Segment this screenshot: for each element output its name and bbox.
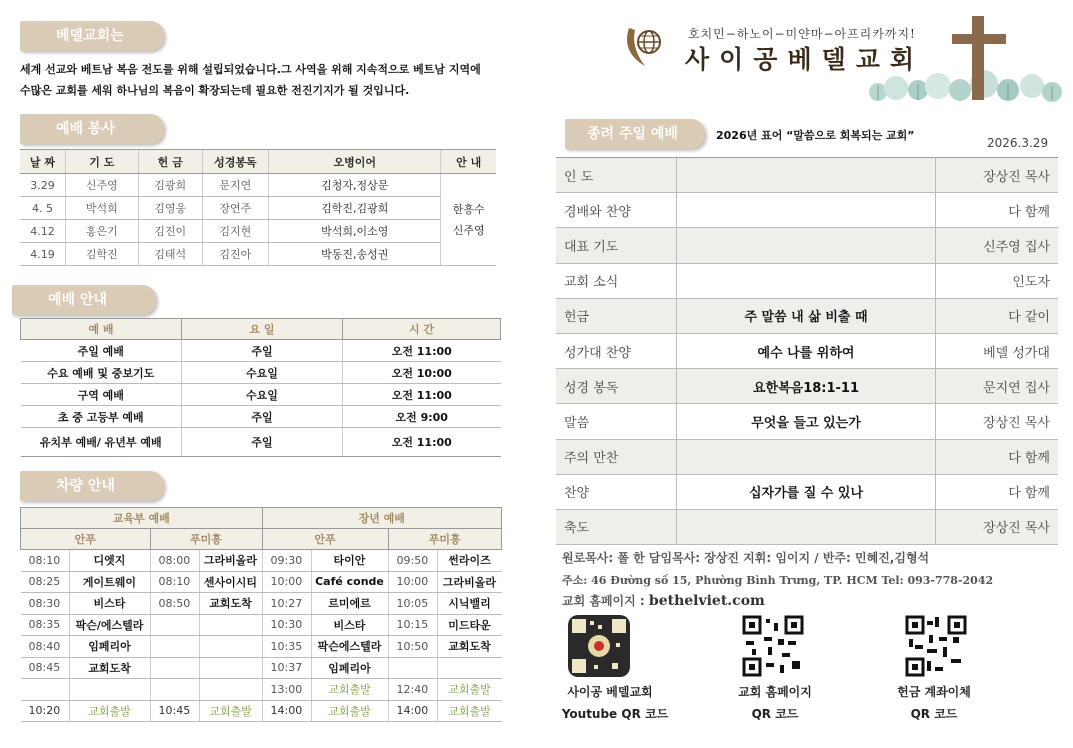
vehicle-cell [150,614,199,636]
qr-label-youtube-2: Youtube QR 코드 [561,707,669,721]
service-date: 2026.3.29 [987,136,1049,150]
vehicle-cell: 10:30 [262,614,311,636]
vehicle-cell [21,679,70,701]
vehicle-cell [150,636,199,658]
intro-line-2: 수많은 교회를 세워 하나님의 복음이 확장되는데 필요한 전진기지가 될 것입니다. [20,84,410,97]
info-header-time: 시 간 [343,319,501,340]
info-header-day: 요 일 [182,319,343,340]
offering-qr-code[interactable] [905,615,967,677]
vehicle-cell: 비스타 [69,593,150,615]
table-row [556,158,1058,193]
globe-logo-icon [625,20,670,70]
vehicle-cell: 임페리아 [311,657,388,679]
vehicle-cell: 교회도착 [69,657,150,679]
duty-date: 4. 5 [20,197,65,220]
order-content [677,263,936,298]
order-content [677,158,936,193]
vehicle-cell: 10:50 [388,636,437,658]
table-row [20,197,496,220]
duty-date: 4.19 [20,243,65,266]
order-item: 주의 만찬 [556,439,677,474]
table-row [556,298,1058,333]
youtube-qr-icon [568,615,630,677]
vehicle-cell: 썬라이즈 [437,550,502,572]
vehicle-cell: 교회출발 [437,679,502,701]
vehicle-cell [69,679,150,701]
table-row [20,174,496,197]
vehicle-cell: 교회도착 [437,636,502,658]
duty-fish: 박석희,이소영 [269,220,441,243]
table-row [21,593,502,615]
table-row [21,700,502,722]
table-row [556,509,1058,544]
vehicle-cell: 그라비올라 [437,571,502,593]
vehicle-cell: 10:20 [21,700,70,722]
info-service: 초 중 고등부 예배 [21,406,182,428]
table-row [21,636,502,658]
qr-label-homepage-2: QR 코드 [751,707,799,721]
vehicle-cell: 08:10 [21,550,70,572]
order-content [677,439,936,474]
vehicle-cell: 10:35 [262,636,311,658]
vehicle-cell: 09:30 [262,550,311,572]
vehicle-cell: 09:50 [388,550,437,572]
qr-label-youtube-1: 사이공 베델교회 [567,685,653,699]
order-leader: 문지연 집사 [936,369,1059,404]
info-service: 주일 예배 [21,340,182,362]
duty-header-offering: 헌 금 [138,150,202,174]
order-item: 교회 소식 [556,263,677,298]
table-row [20,220,496,243]
table-row [21,428,501,457]
info-time: 오전 11:00 [343,340,501,362]
duty-reading: 김지현 [202,220,269,243]
vehicle-group-edu: 교육부 예배 [21,508,263,529]
vehicle-cell [150,657,199,679]
duty-offering: 김영웅 [138,197,202,220]
duty-guide-1: 한흥수 [452,202,485,216]
order-item: 경배와 찬양 [556,193,677,228]
vehicle-cell: 비스타 [311,614,388,636]
table-row [21,657,502,679]
order-leader: 인도자 [936,263,1059,298]
order-leader: 장상진 목사 [936,509,1059,544]
order-item: 대표 기도 [556,228,677,263]
vehicle-cell: 그라비올라 [199,550,262,572]
vehicle-cell: 13:00 [262,679,311,701]
order-item: 찬양 [556,474,677,509]
order-content: 요한복음18:1-11 [677,369,936,404]
order-item: 축도 [556,509,677,544]
vehicle-cell: 교회출발 [199,700,262,722]
vehicle-cell: 08:30 [21,593,70,615]
vehicle-cell: 임페리아 [69,636,150,658]
vehicle-cell: 08:50 [150,593,199,615]
service-duty-table [20,149,496,266]
table-row [21,340,501,362]
table-row [556,193,1058,228]
order-item: 말씀 [556,404,677,439]
duty-header-date: 날 짜 [20,150,65,174]
table-row [21,614,502,636]
table-row [556,404,1058,439]
vehicle-cell: 타이안 [311,550,388,572]
vehicle-sub-anphu: 안푸 [21,529,151,550]
offering-qr-icon [905,615,967,677]
homepage-label: 교회 홈페이지 : [562,594,645,608]
order-table [556,157,1058,545]
duty-header-guide: 안 내 [441,150,496,174]
vehicle-sub-anphu-adult: 안푸 [262,529,388,550]
vehicle-cell: 14:00 [388,700,437,722]
order-content [677,228,936,263]
order-tag: 종려 주일 예배 [565,119,705,149]
order-content [677,509,936,544]
vehicle-cell: 팍슨에스텔라 [311,636,388,658]
qr-label-offering-2: QR 코드 [910,707,958,721]
homepage-qr-code[interactable] [742,615,804,677]
address-line: 주소: 46 Đường số 15, Phường Bình Trưng, TP. HCM Tel: 093-778-2042 [562,574,994,587]
vehicle-cell: 08:35 [21,614,70,636]
duty-fish: 박동진,송성권 [269,243,441,266]
duty-date: 4.12 [20,220,65,243]
vehicle-cell: 교회출발 [311,700,388,722]
info-day: 수요일 [182,362,343,384]
duty-header-fish: 오병이어 [269,150,441,174]
service-info-table [20,318,501,457]
vehicle-cell: 14:00 [262,700,311,722]
cross-tree-icon [868,14,1063,104]
vehicle-cell: 르미에르 [311,593,388,615]
staff-line: 원로목사: 폴 한 담임목사: 장상진 지휘: 임이지 / 반주: 민혜진,김형석 [562,551,930,565]
table-row [21,406,501,428]
duty-offering: 김진이 [138,220,202,243]
vehicle-cell: 시닉밸리 [437,593,502,615]
cross-trees-decoration [868,14,1063,104]
info-service: 유치부 예배/ 유년부 예배 [21,428,182,457]
info-day: 주일 [182,428,343,457]
table-row [556,228,1058,263]
order-leader: 신주영 집사 [936,228,1059,263]
duty-guide [441,174,496,266]
vehicle-cell: 팍슨/에스텔라 [69,614,150,636]
vehicle-cell: 교회출발 [311,679,388,701]
order-item: 헌금 [556,298,677,333]
table-row [556,474,1058,509]
info-time: 오전 11:00 [343,384,501,406]
vehicle-sub-phumyhung: 푸미흥 [150,529,262,550]
order-leader: 장상진 목사 [936,404,1059,439]
info-service: 수요 예배 및 중보기도 [21,362,182,384]
year-theme: 2026년 표어 “말씀으로 회복되는 교회” [716,129,915,142]
vehicle-cell: 08:45 [21,657,70,679]
vehicle-sub-phumyhung-adult: 푸미흥 [388,529,502,550]
order-content: 십자가를 질 수 있나 [677,474,936,509]
vehicle-cell [437,657,502,679]
vehicle-cell: 10:00 [388,571,437,593]
duty-prayer: 홍은기 [65,220,138,243]
table-row [556,439,1058,474]
table-row [556,369,1058,404]
intro-tag: 베델교회는 [20,21,164,51]
duty-header-prayer: 기 도 [65,150,138,174]
homepage-line [562,592,765,609]
table-row [21,384,501,406]
vehicle-cell: 교회출발 [69,700,150,722]
duty-guide-2: 신주영 [452,223,485,237]
vehicle-cell: 08:10 [150,571,199,593]
order-item: 성경 봉독 [556,369,677,404]
order-leader: 다 같이 [936,298,1059,333]
homepage-link[interactable]: bethelviet.com [648,593,765,609]
vehicle-cell: 10:00 [262,571,311,593]
order-item: 인 도 [556,158,677,193]
vehicle-cell [150,679,199,701]
order-content: 주 말씀 내 삶 비출 때 [677,298,936,333]
vehicle-cell: 08:25 [21,571,70,593]
info-day: 수요일 [182,384,343,406]
intro-line-1: 세계 선교와 베트남 복음 전도를 위해 설립되었습니다.그 사역을 위해 지속적으로 베트남 지역에 [20,63,481,76]
qr-label-homepage-1: 교회 홈페이지 [738,685,812,699]
vehicle-cell: 08:40 [21,636,70,658]
duty-reading: 문지연 [202,174,269,197]
vehicle-cell: 센사이시티 [199,571,262,593]
duty-prayer: 신주영 [65,174,138,197]
vehicle-cell [199,636,262,658]
order-leader: 다 함께 [936,474,1059,509]
duty-fish: 김학진,김광희 [269,197,441,220]
table-row [556,263,1058,298]
duty-reading: 김진아 [202,243,269,266]
order-item: 성가대 찬양 [556,333,677,368]
order-leader: 다 함께 [936,439,1059,474]
vehicle-cell: 게이트웨이 [69,571,150,593]
duty-prayer: 김학진 [65,243,138,266]
vehicle-cell: 디엣지 [69,550,150,572]
order-content: 예수 나를 위하여 [677,333,936,368]
duty-offering: 김광희 [138,174,202,197]
table-row [21,362,501,384]
vehicle-tag: 차량 안내 [20,471,164,501]
church-slogan: 호치민−하노이−미얀마−아프리카까지! [688,27,916,41]
info-day: 주일 [182,340,343,362]
vehicle-cell [199,679,262,701]
vehicle-cell: 10:45 [150,700,199,722]
church-name: 사이공베델교회 [685,45,925,74]
order-leader: 베델 성가대 [936,333,1059,368]
vehicle-cell: 10:27 [262,593,311,615]
service-duty-tag: 예배 봉사 [20,114,164,144]
info-service: 구역 예배 [21,384,182,406]
vehicle-cell: 10:15 [388,614,437,636]
church-logo [625,20,670,70]
info-day: 주일 [182,406,343,428]
duty-fish: 김청자,정상문 [269,174,441,197]
duty-header-reading: 성경봉독 [202,150,269,174]
order-leader: 다 함께 [936,193,1059,228]
vehicle-cell [199,657,262,679]
order-content: 무엇을 들고 있는가 [677,404,936,439]
vehicle-table [20,507,502,722]
vehicle-group-adult: 장년 예배 [262,508,502,529]
youtube-qr-code[interactable] [568,615,630,677]
table-row [556,333,1058,368]
order-content [677,193,936,228]
vehicle-cell: 08:00 [150,550,199,572]
table-row [21,550,502,572]
vehicle-cell: 10:05 [388,593,437,615]
info-time: 오전 9:00 [343,406,501,428]
duty-reading: 장연주 [202,197,269,220]
service-info-tag: 예배 안내 [12,285,156,315]
qr-label-offering-1: 헌금 계좌이체 [897,685,971,699]
table-row [21,571,502,593]
vehicle-cell: 12:40 [388,679,437,701]
vehicle-cell: 10:37 [262,657,311,679]
vehicle-cell [388,657,437,679]
info-time: 오전 11:00 [343,428,501,457]
info-header-service: 예 배 [21,319,182,340]
homepage-qr-icon [742,615,804,677]
table-row [21,679,502,701]
vehicle-cell [199,614,262,636]
vehicle-cell: 미드타운 [437,614,502,636]
info-time: 오전 10:00 [343,362,501,384]
duty-offering: 김태석 [138,243,202,266]
vehicle-cell: 교회도착 [199,593,262,615]
vehicle-cell: Café conde [311,571,388,593]
order-leader: 장상진 목사 [936,158,1059,193]
vehicle-cell: 교회출발 [437,700,502,722]
duty-prayer: 박석희 [65,197,138,220]
duty-date: 3.29 [20,174,65,197]
table-row [20,243,496,266]
